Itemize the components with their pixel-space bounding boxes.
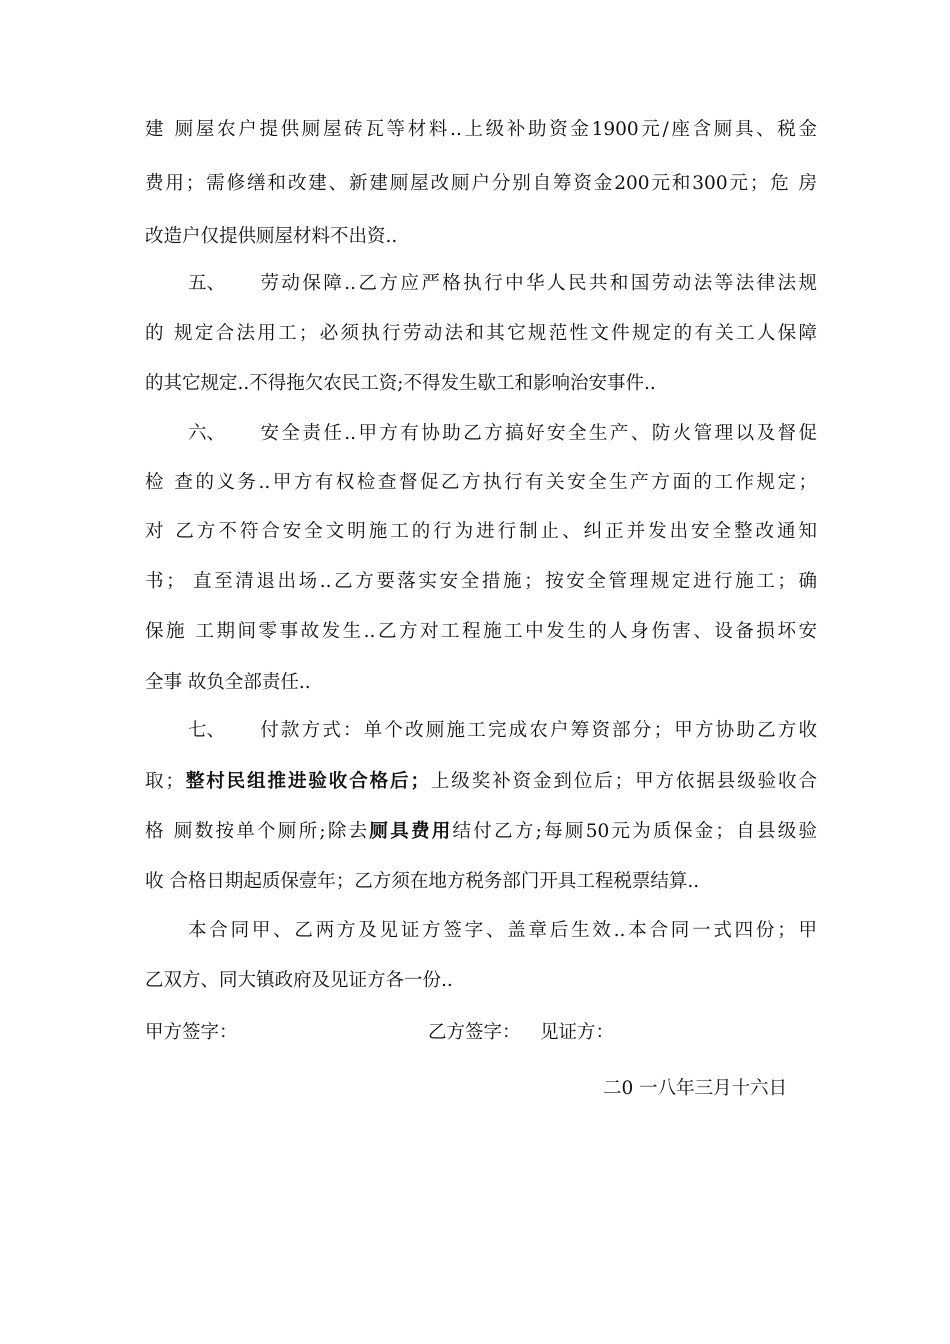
text-span: 格 厕数按单个厕所;除去 (145, 821, 370, 842)
section-six-heading (188, 422, 817, 446)
text-line: 的 规定合法用工；必须执行劳动法和其它规范性文件规定的有关工人保障 (145, 323, 817, 344)
text-line: 对 乙方不符合安全文明施工的行为进行制止、纠正并发出安全整改通知 (145, 521, 817, 542)
section-text: 付款方式：单个改厕施工完成农户筹资部分；甲方协助乙方收 (258, 720, 817, 741)
text-line: 费用；需修缮和改建、新建厕屋改厕户分别自筹资金200元和300元；危 房 (145, 173, 817, 194)
text-line: 乙双方、同大镇政府及见证方各一份.. (145, 970, 453, 991)
section-five-heading (188, 272, 817, 296)
section-number: 六、 (188, 423, 226, 444)
bold-phrase: 厕具费用 (369, 821, 453, 842)
payment-line (145, 820, 817, 844)
section-number: 五、 (188, 273, 226, 294)
text-line: 保施 工期间零事故发生..乙方对工程施工中发生的人身伤害、设备损坏安 (145, 621, 817, 642)
section-number: 七、 (188, 720, 226, 741)
text-line: 全事 故负全部责任.. (145, 672, 311, 693)
text-line: 建 厕屋农户提供厕屋砖瓦等材料..上级补助资金1900元/座含厕具、税金 (145, 119, 817, 140)
contract-date: 二0 一八年三月十六日 (603, 1078, 788, 1099)
text-span: 取； (145, 771, 184, 792)
text-line: 改造户仅提供厕屋材料不出资.. (145, 226, 398, 247)
text-line: 本合同甲、乙两方及见证方签字、盖章后生效..本合同一式四份；甲 (188, 920, 817, 941)
witness-signature-label: 见证方： (540, 1022, 615, 1043)
text-span: 上级奖补资金到位后；甲方依据县级验收合 (428, 771, 817, 792)
section-text: 劳动保障..乙方应严格执行中华人民共和国劳动法等法律法规 (258, 273, 817, 294)
text-line: 的其它规定..不得拖欠农民工资;不得发生歇工和影响治安事件.. (145, 373, 656, 394)
section-seven-heading (188, 719, 817, 743)
text-line: 收 合格日期起质保壹年；乙方须在地方税务部门开具工程税票结算.. (145, 871, 700, 892)
section-text: 安全责任..甲方有协助乙方搞好安全生产、防火管理以及督促 (258, 423, 817, 444)
text-line: 检 查的义务..甲方有权检查督促乙方执行有关安全生产方面的工作规定； (145, 472, 817, 493)
party-b-signature-label: 乙方签字： (428, 1022, 521, 1043)
payment-line (145, 770, 817, 794)
text-line: 书； 直至清退出场..乙方要落实安全措施；按安全管理规定进行施工；确 (145, 571, 817, 592)
bold-phrase: 整村民组推进验收合格后； (183, 771, 429, 792)
text-span: 结付乙方;每厕50元为质保金；自县级验 (452, 821, 817, 842)
party-a-signature-label: 甲方签字： (145, 1022, 238, 1043)
